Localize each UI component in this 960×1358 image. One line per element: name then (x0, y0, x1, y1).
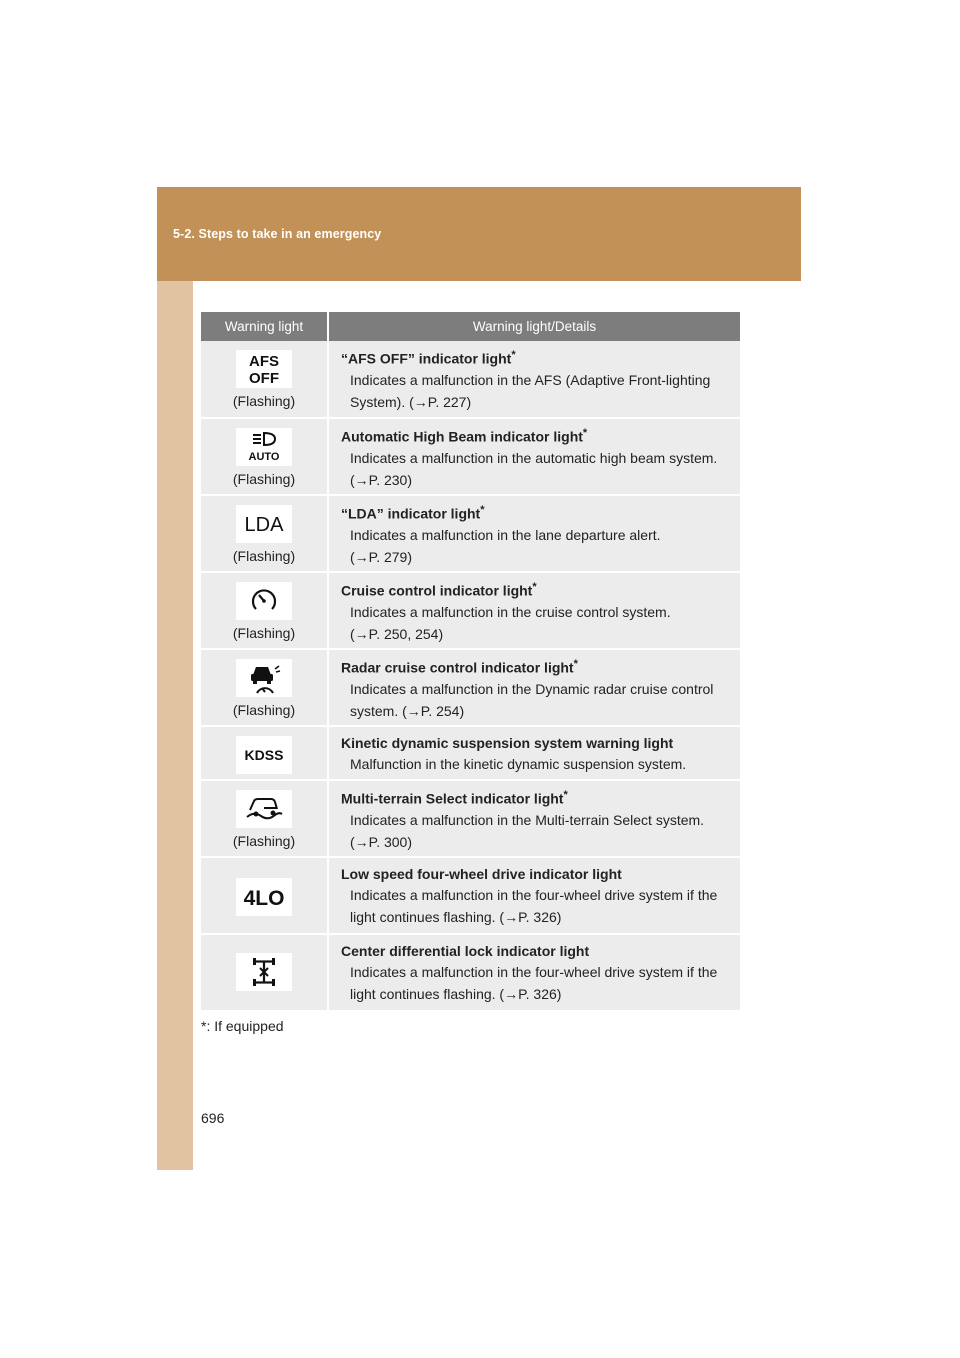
warning-description: Indicates a malfunction in the four-wheel drive system if the light continues flashing. (→P. 326) (350, 964, 718, 1002)
icon-cell (201, 573, 329, 648)
flashing-label: (Flashing) (232, 393, 296, 409)
footnote-star: * (582, 427, 588, 439)
kdss-icon (236, 736, 292, 774)
warning-title: Center differential lock indicator light (341, 943, 590, 959)
table-row (201, 573, 740, 650)
warning-description: Indicates a malfunction in the cruise control system. (→P. 250, 254) (350, 603, 671, 642)
column-header-warning-light: Warning light (201, 312, 329, 341)
warning-title: Multi-terrain Select indicator light* (341, 789, 568, 807)
svg-text:AFS: AFS (249, 353, 279, 370)
center-diff-lock-icon (236, 953, 292, 991)
footnote-star: * (511, 349, 516, 361)
warning-light-table (201, 312, 740, 1010)
icon-cell (201, 419, 329, 494)
lda-icon (236, 505, 292, 543)
svg-text:KDSS: KDSS (244, 747, 284, 763)
details-cell (329, 858, 740, 933)
warning-description: Indicates a malfunction in the lane departure alert. (→P. 279) (350, 526, 661, 565)
warning-description: Indicates a malfunction in the automatic high beam system. (→P. 230) (350, 449, 718, 488)
warning-description: Malfunction in the kinetic dynamic suspension system. (350, 756, 687, 772)
footnote-star: * (480, 504, 485, 516)
icon-cell (201, 727, 329, 779)
details-cell (329, 727, 740, 779)
footnote-star: * (573, 658, 578, 670)
icon-cell (201, 341, 329, 417)
warning-title: Radar cruise control indicator light* (341, 658, 578, 676)
flashing-label: (Flashing) (232, 833, 296, 849)
details-cell (329, 419, 740, 494)
svg-text:OFF: OFF (249, 370, 279, 387)
footnote-star: * (563, 789, 568, 801)
warning-title: “LDA” indicator light* (341, 504, 485, 522)
details-cell (329, 935, 740, 1010)
table-row (201, 650, 740, 727)
details-cell (329, 781, 740, 856)
table-row (201, 727, 740, 781)
4lo-icon (236, 878, 292, 916)
flashing-label: (Flashing) (232, 548, 296, 564)
icon-cell (201, 650, 329, 725)
table-row (201, 496, 740, 573)
auto-high-beam-icon (236, 428, 292, 466)
warning-description: Indicates a malfunction in the four-wheel drive system if the light continues flashing. (→P. 326) (350, 887, 718, 925)
page-number: 696 (201, 1110, 225, 1126)
table-row (201, 781, 740, 858)
flashing-label: (Flashing) (232, 702, 296, 718)
details-cell (329, 573, 740, 648)
side-strip (157, 280, 193, 1170)
warning-title: Automatic High Beam indicator light* (341, 427, 588, 445)
footnote-star: * (532, 581, 537, 593)
warning-title: Kinetic dynamic suspension system warning light (341, 735, 674, 751)
table-row (201, 419, 740, 496)
icon-cell (201, 858, 329, 933)
section-title: 5-2. Steps to take in an emergency (173, 227, 382, 241)
flashing-label: (Flashing) (232, 471, 296, 487)
cruise-control-icon (236, 582, 292, 620)
svg-text:AUTO: AUTO (248, 451, 280, 463)
svg-text:4LO: 4LO (243, 887, 285, 910)
warning-description: Indicates a malfunction in the AFS (Adaptive Front-lighting System). (→P. 227) (350, 371, 711, 410)
table-row (201, 341, 740, 419)
warning-title: “AFS OFF” indicator light* (341, 349, 516, 367)
warning-title: Cruise control indicator light* (341, 581, 537, 599)
icon-cell (201, 935, 329, 1010)
column-header-details: Warning light/Details (472, 319, 597, 334)
warning-title: Low speed four-wheel drive indicator light (341, 866, 622, 882)
multi-terrain-icon (236, 790, 292, 828)
flashing-label: (Flashing) (232, 625, 296, 641)
details-cell (329, 496, 740, 571)
afs-off-icon (236, 350, 292, 388)
warning-description: Indicates a malfunction in the Dynamic radar cruise control system. (→P. 254) (350, 680, 714, 719)
svg-text:LDA: LDA (244, 514, 284, 536)
footnote: *: If equipped (201, 1018, 284, 1034)
details-cell (329, 650, 740, 725)
table-header (201, 312, 740, 341)
icon-cell (201, 496, 329, 571)
radar-cruise-icon (236, 659, 292, 697)
warning-description: Indicates a malfunction in the Multi-terrain Select system. (→P. 300) (350, 811, 705, 850)
icon-cell (201, 781, 329, 856)
table-row (201, 935, 740, 1010)
table-row (201, 858, 740, 935)
details-cell (329, 341, 740, 417)
